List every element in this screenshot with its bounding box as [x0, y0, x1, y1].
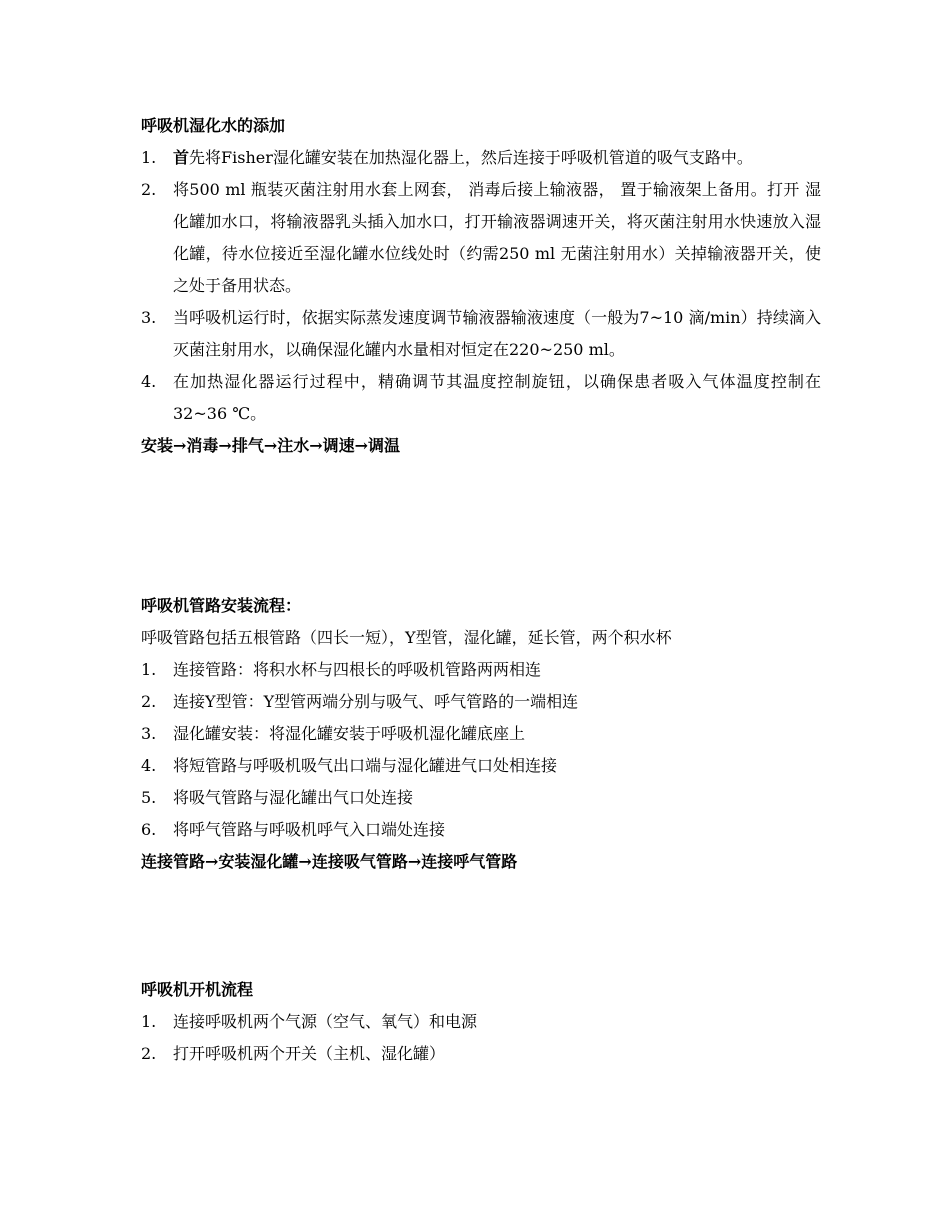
document-page [141, 110, 821, 1070]
item-number: 4. [141, 372, 157, 391]
item-text: 打开呼吸机两个开关（主机、湿化罐） [173, 1044, 446, 1063]
list-item [141, 782, 821, 814]
item-text: 将短管路与呼吸机吸气出口端与湿化罐进气口处相连接 [173, 756, 558, 775]
item-text: 湿化罐安装：将湿化罐安装于呼吸机湿化罐底座上 [173, 724, 526, 743]
item-number: 3. [141, 724, 157, 743]
item-number: 1. [141, 1012, 157, 1031]
list-item [141, 366, 821, 430]
item-text: 在加热湿化器运行过程中，精确调节其温度控制旋钮，以确保患者吸入气体温度控制在32~36 ℃。 [173, 372, 821, 423]
item-text: 当呼吸机运行时，依据实际蒸发速度调节输液器输液速度（一般为7~10 滴/min）持续滴入灭菌注射用水，以确保湿化罐内水量相对恒定在220~250 ml。 [173, 308, 821, 359]
list-item [141, 654, 821, 686]
spacer [141, 462, 821, 590]
process-summary: 安装→消毒→排气→注水→调速→调温 [141, 436, 401, 455]
section-title: 呼吸机湿化水的添加 [141, 116, 286, 135]
list-item [141, 302, 821, 366]
list-item [141, 1038, 821, 1070]
section-title: 呼吸机开机流程 [141, 980, 254, 999]
item-number: 2. [141, 1044, 157, 1063]
item-text: 将吸气管路与湿化罐出气口处连接 [173, 788, 414, 807]
item-text [173, 142, 821, 174]
list-item [141, 142, 821, 174]
item-number: 6. [141, 820, 157, 839]
section-intro: 呼吸管路包括五根管路（四长一短），Y型管，湿化罐，延长管，两个积水杯 [141, 628, 672, 647]
item-number: 1. [141, 660, 157, 679]
list-item [141, 814, 821, 846]
item-number: 2. [141, 180, 157, 199]
list-item [141, 1006, 821, 1038]
spacer [141, 878, 821, 974]
item-body: 先将Fisher湿化罐安装在加热湿化器上，然后连接于呼吸机管道的吸气支路中。 [189, 148, 753, 167]
item-text: 连接管路：将积水杯与四根长的呼吸机管路两两相连 [173, 660, 542, 679]
item-number: 1. [141, 148, 157, 167]
item-text: 连接呼吸机两个气源（空气、氧气）和电源 [173, 1012, 478, 1031]
list-item [141, 750, 821, 782]
item-number: 5. [141, 788, 157, 807]
item-number: 2. [141, 692, 157, 711]
process-summary: 连接管路→安装湿化罐→连接吸气管路→连接呼气管路 [141, 852, 518, 871]
item-lead: 首 [173, 148, 190, 167]
section-title: 呼吸机管路安装流程： [141, 596, 302, 615]
item-number: 4. [141, 756, 157, 775]
item-text: 将呼气管路与呼吸机呼气入口端处连接 [173, 820, 446, 839]
list-item [141, 718, 821, 750]
item-number: 3. [141, 308, 157, 327]
list-item [141, 686, 821, 718]
list-item [141, 174, 821, 302]
item-text: 连接Y型管：Y型管两端分别与吸气、呼气管路的一端相连 [173, 692, 579, 711]
item-text: 将500 ml 瓶装灭菌注射用水套上网套， 消毒后接上输液器， 置于输液架上备用。打开 湿化罐加水口，将输液器乳头插入加水口，打开输液器调速开关，将灭菌注射用水快速放入湿化罐，待水位接近至湿化罐水位线处时（约需250 ml 无菌注射用水）关掉输液器开关，使之处于备用状态。 [173, 180, 821, 295]
